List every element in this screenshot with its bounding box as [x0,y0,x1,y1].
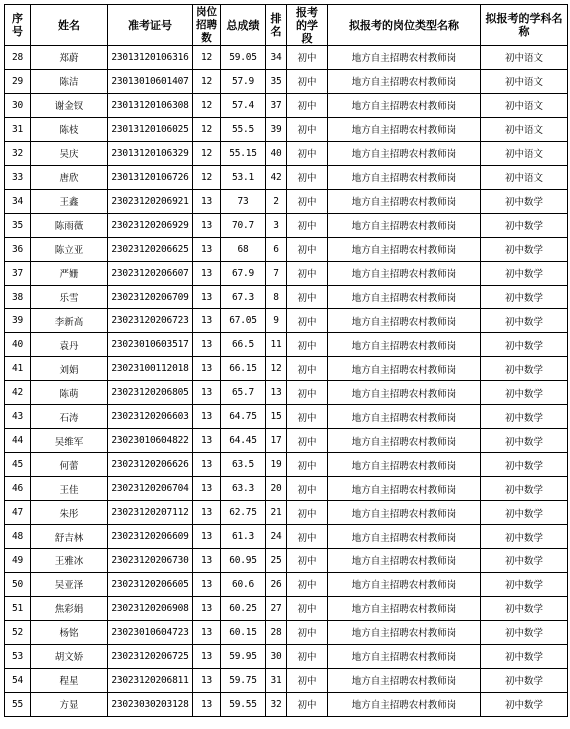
header-stage: 报考的学段 [287,5,328,46]
cell-post-type: 地方自主招聘农村教师岗 [328,501,481,525]
cell-post-type: 地方自主招聘农村教师岗 [328,429,481,453]
cell-post-type: 地方自主招聘农村教师岗 [328,381,481,405]
cell-quota: 13 [193,501,221,525]
cell-quota: 12 [193,117,221,141]
cell-post-type: 地方自主招聘农村教师岗 [328,309,481,333]
table-row [5,525,568,549]
cell-name: 舒吉林 [31,525,108,549]
cell-rank: 30 [266,644,287,668]
header-post-type: 拟报考的岗位类型名称 [328,5,481,46]
cell-quota: 13 [193,357,221,381]
cell-subject: 初中数学 [481,692,568,716]
cell-name: 郑蔚 [31,46,108,70]
table-row [5,549,568,573]
cell-quota: 13 [193,405,221,429]
cell-score: 60.6 [221,572,266,596]
table-row [5,93,568,117]
cell-stage: 初中 [287,525,328,549]
cell-seq: 47 [5,501,31,525]
cell-subject: 初中数学 [481,429,568,453]
cell-seq: 55 [5,692,31,716]
cell-quota: 13 [193,189,221,213]
cell-score: 68 [221,237,266,261]
cell-rank: 24 [266,525,287,549]
cell-name: 陈立亚 [31,237,108,261]
cell-seq: 30 [5,93,31,117]
cell-stage: 初中 [287,213,328,237]
table-row [5,213,568,237]
cell-ticket: 23023120206609 [108,525,193,549]
cell-rank: 28 [266,620,287,644]
cell-quota: 13 [193,572,221,596]
cell-ticket: 23013120106726 [108,165,193,189]
cell-stage: 初中 [287,501,328,525]
cell-subject: 初中语文 [481,93,568,117]
cell-ticket: 23023120206709 [108,285,193,309]
cell-seq: 36 [5,237,31,261]
cell-quota: 13 [193,668,221,692]
cell-ticket: 23023120206805 [108,381,193,405]
cell-post-type: 地方自主招聘农村教师岗 [328,620,481,644]
table-row [5,237,568,261]
cell-score: 64.75 [221,405,266,429]
header-subject: 拟报考的学科名称 [481,5,568,46]
cell-seq: 34 [5,189,31,213]
cell-subject: 初中语文 [481,141,568,165]
cell-seq: 28 [5,46,31,70]
cell-stage: 初中 [287,453,328,477]
cell-stage: 初中 [287,93,328,117]
cell-ticket: 23023120206723 [108,309,193,333]
cell-subject: 初中数学 [481,644,568,668]
cell-seq: 54 [5,668,31,692]
cell-stage: 初中 [287,572,328,596]
cell-subject: 初中数学 [481,572,568,596]
cell-name: 何蕾 [31,453,108,477]
cell-quota: 13 [193,644,221,668]
cell-ticket: 23023120207112 [108,501,193,525]
cell-quota: 13 [193,453,221,477]
cell-ticket: 23023120206929 [108,213,193,237]
cell-name: 王佳 [31,477,108,501]
cell-seq: 48 [5,525,31,549]
cell-seq: 40 [5,333,31,357]
cell-rank: 39 [266,117,287,141]
table-row [5,333,568,357]
cell-subject: 初中语文 [481,117,568,141]
cell-rank: 7 [266,261,287,285]
cell-rank: 34 [266,46,287,70]
cell-ticket: 23023120206908 [108,596,193,620]
cell-name: 吴维军 [31,429,108,453]
cell-quota: 13 [193,285,221,309]
cell-ticket: 23013120106316 [108,46,193,70]
cell-ticket: 23023120206603 [108,405,193,429]
cell-name: 陈洁 [31,69,108,93]
cell-score: 55.5 [221,117,266,141]
cell-quota: 13 [193,596,221,620]
cell-post-type: 地方自主招聘农村教师岗 [328,333,481,357]
header-score: 总成绩 [221,5,266,46]
cell-score: 59.05 [221,46,266,70]
cell-subject: 初中数学 [481,189,568,213]
cell-score: 53.1 [221,165,266,189]
cell-rank: 3 [266,213,287,237]
cell-stage: 初中 [287,668,328,692]
table-row [5,165,568,189]
cell-post-type: 地方自主招聘农村教师岗 [328,237,481,261]
cell-post-type: 地方自主招聘农村教师岗 [328,572,481,596]
cell-rank: 13 [266,381,287,405]
cell-seq: 42 [5,381,31,405]
cell-name: 吴庆 [31,141,108,165]
cell-post-type: 地方自主招聘农村教师岗 [328,525,481,549]
table-row [5,501,568,525]
cell-name: 袁丹 [31,333,108,357]
cell-score: 66.15 [221,357,266,381]
cell-seq: 37 [5,261,31,285]
cell-rank: 40 [266,141,287,165]
cell-quota: 13 [193,549,221,573]
table-row [5,453,568,477]
cell-subject: 初中数学 [481,405,568,429]
cell-name: 杨铭 [31,620,108,644]
cell-ticket: 23023120206626 [108,453,193,477]
cell-subject: 初中数学 [481,309,568,333]
cell-subject: 初中语文 [481,69,568,93]
cell-subject: 初中数学 [481,596,568,620]
cell-score: 63.3 [221,477,266,501]
cell-rank: 11 [266,333,287,357]
cell-seq: 44 [5,429,31,453]
cell-rank: 20 [266,477,287,501]
table-row [5,381,568,405]
cell-ticket: 23023120206625 [108,237,193,261]
cell-seq: 38 [5,285,31,309]
cell-ticket: 23023120206811 [108,668,193,692]
cell-seq: 52 [5,620,31,644]
table-row [5,261,568,285]
cell-subject: 初中数学 [481,501,568,525]
table-row [5,141,568,165]
cell-ticket: 23023010604822 [108,429,193,453]
cell-score: 55.15 [221,141,266,165]
cell-score: 61.3 [221,525,266,549]
cell-seq: 49 [5,549,31,573]
cell-score: 62.75 [221,501,266,525]
cell-stage: 初中 [287,141,328,165]
cell-post-type: 地方自主招聘农村教师岗 [328,453,481,477]
cell-name: 刘娟 [31,357,108,381]
cell-post-type: 地方自主招聘农村教师岗 [328,549,481,573]
cell-name: 方显 [31,692,108,716]
cell-post-type: 地方自主招聘农村教师岗 [328,93,481,117]
cell-rank: 32 [266,692,287,716]
cell-score: 70.7 [221,213,266,237]
cell-quota: 13 [193,429,221,453]
cell-name: 严姗 [31,261,108,285]
table-row [5,357,568,381]
header-ticket: 准考证号 [108,5,193,46]
cell-subject: 初中语文 [481,165,568,189]
cell-score: 67.9 [221,261,266,285]
cell-stage: 初中 [287,596,328,620]
cell-score: 59.95 [221,644,266,668]
cell-ticket: 23013120106025 [108,117,193,141]
cell-ticket: 23023120206605 [108,572,193,596]
header-quota: 岗位招聘数 [193,5,221,46]
table-row [5,429,568,453]
cell-name: 唐欣 [31,165,108,189]
cell-subject: 初中数学 [481,381,568,405]
cell-rank: 37 [266,93,287,117]
cell-quota: 13 [193,237,221,261]
cell-name: 程星 [31,668,108,692]
cell-rank: 8 [266,285,287,309]
cell-quota: 13 [193,381,221,405]
cell-seq: 32 [5,141,31,165]
cell-quota: 13 [193,525,221,549]
cell-seq: 46 [5,477,31,501]
cell-ticket: 23023120206921 [108,189,193,213]
table-row [5,189,568,213]
table-row [5,572,568,596]
cell-name: 朱彤 [31,501,108,525]
cell-stage: 初中 [287,69,328,93]
cell-ticket: 23023120206704 [108,477,193,501]
cell-seq: 35 [5,213,31,237]
cell-post-type: 地方自主招聘农村教师岗 [328,189,481,213]
table-row [5,692,568,716]
cell-post-type: 地方自主招聘农村教师岗 [328,357,481,381]
cell-ticket: 23023100112018 [108,357,193,381]
cell-rank: 26 [266,572,287,596]
cell-quota: 13 [193,333,221,357]
cell-stage: 初中 [287,692,328,716]
cell-name: 陈雨薇 [31,213,108,237]
cell-stage: 初中 [287,620,328,644]
table-row [5,69,568,93]
cell-stage: 初中 [287,309,328,333]
cell-score: 57.9 [221,69,266,93]
cell-score: 60.95 [221,549,266,573]
cell-rank: 2 [266,189,287,213]
cell-seq: 29 [5,69,31,93]
cell-score: 73 [221,189,266,213]
cell-post-type: 地方自主招聘农村教师岗 [328,405,481,429]
cell-score: 60.15 [221,620,266,644]
cell-post-type: 地方自主招聘农村教师岗 [328,117,481,141]
cell-score: 59.75 [221,668,266,692]
table-body [5,46,568,717]
cell-name: 陈萌 [31,381,108,405]
cell-name: 陈枝 [31,117,108,141]
cell-subject: 初中数学 [481,285,568,309]
cell-quota: 12 [193,141,221,165]
cell-stage: 初中 [287,285,328,309]
cell-subject: 初中语文 [481,46,568,70]
cell-post-type: 地方自主招聘农村教师岗 [328,46,481,70]
cell-score: 57.4 [221,93,266,117]
cell-rank: 27 [266,596,287,620]
cell-ticket: 23013120106329 [108,141,193,165]
cell-ticket: 23023120206607 [108,261,193,285]
cell-post-type: 地方自主招聘农村教师岗 [328,141,481,165]
cell-seq: 51 [5,596,31,620]
cell-name: 焦彩娟 [31,596,108,620]
cell-ticket: 23023030203128 [108,692,193,716]
cell-stage: 初中 [287,405,328,429]
cell-name: 石涛 [31,405,108,429]
cell-ticket: 23023010603517 [108,333,193,357]
cell-seq: 33 [5,165,31,189]
cell-quota: 13 [193,213,221,237]
cell-subject: 初中数学 [481,213,568,237]
cell-stage: 初中 [287,46,328,70]
cell-rank: 31 [266,668,287,692]
cell-subject: 初中数学 [481,333,568,357]
cell-stage: 初中 [287,237,328,261]
table-row [5,668,568,692]
cell-seq: 31 [5,117,31,141]
cell-subject: 初中数学 [481,668,568,692]
cell-rank: 6 [266,237,287,261]
cell-name: 王雅冰 [31,549,108,573]
cell-name: 李新高 [31,309,108,333]
cell-stage: 初中 [287,477,328,501]
cell-subject: 初中数学 [481,453,568,477]
cell-subject: 初中数学 [481,620,568,644]
cell-seq: 50 [5,572,31,596]
cell-post-type: 地方自主招聘农村教师岗 [328,165,481,189]
cell-score: 67.3 [221,285,266,309]
cell-seq: 39 [5,309,31,333]
table-row [5,644,568,668]
cell-score: 60.25 [221,596,266,620]
cell-stage: 初中 [287,381,328,405]
cell-post-type: 地方自主招聘农村教师岗 [328,668,481,692]
header-name: 姓名 [31,5,108,46]
cell-seq: 45 [5,453,31,477]
cell-subject: 初中数学 [481,357,568,381]
results-table [4,4,568,717]
header-rank: 排名 [266,5,287,46]
cell-rank: 9 [266,309,287,333]
table-row [5,309,568,333]
cell-name: 谢金钗 [31,93,108,117]
cell-ticket: 23023120206725 [108,644,193,668]
cell-quota: 13 [193,477,221,501]
cell-seq: 43 [5,405,31,429]
cell-subject: 初中数学 [481,549,568,573]
cell-post-type: 地方自主招聘农村教师岗 [328,644,481,668]
cell-seq: 41 [5,357,31,381]
cell-quota: 13 [193,692,221,716]
cell-rank: 19 [266,453,287,477]
cell-stage: 初中 [287,165,328,189]
cell-subject: 初中数学 [481,477,568,501]
table-row [5,477,568,501]
cell-subject: 初中数学 [481,237,568,261]
cell-ticket: 23023010604723 [108,620,193,644]
cell-rank: 12 [266,357,287,381]
cell-score: 64.45 [221,429,266,453]
cell-score: 67.05 [221,309,266,333]
cell-ticket: 23013010601407 [108,69,193,93]
table-row [5,117,568,141]
cell-rank: 25 [266,549,287,573]
cell-name: 乐雪 [31,285,108,309]
cell-name: 王鑫 [31,189,108,213]
table-row [5,620,568,644]
cell-stage: 初中 [287,261,328,285]
cell-name: 吴亚泽 [31,572,108,596]
table-row [5,405,568,429]
cell-stage: 初中 [287,429,328,453]
cell-quota: 12 [193,46,221,70]
cell-score: 63.5 [221,453,266,477]
table-row [5,46,568,70]
header-row [5,5,568,46]
cell-stage: 初中 [287,189,328,213]
cell-post-type: 地方自主招聘农村教师岗 [328,477,481,501]
cell-post-type: 地方自主招聘农村教师岗 [328,261,481,285]
cell-subject: 初中数学 [481,261,568,285]
cell-ticket: 23013120106308 [108,93,193,117]
cell-post-type: 地方自主招聘农村教师岗 [328,213,481,237]
cell-rank: 15 [266,405,287,429]
cell-post-type: 地方自主招聘农村教师岗 [328,69,481,93]
cell-quota: 13 [193,261,221,285]
cell-quota: 12 [193,93,221,117]
cell-score: 65.7 [221,381,266,405]
cell-name: 胡文娇 [31,644,108,668]
cell-rank: 42 [266,165,287,189]
cell-subject: 初中数学 [481,525,568,549]
cell-quota: 12 [193,69,221,93]
cell-rank: 17 [266,429,287,453]
cell-ticket: 23023120206730 [108,549,193,573]
cell-score: 59.55 [221,692,266,716]
cell-post-type: 地方自主招聘农村教师岗 [328,596,481,620]
cell-stage: 初中 [287,117,328,141]
cell-score: 66.5 [221,333,266,357]
cell-post-type: 地方自主招聘农村教师岗 [328,692,481,716]
cell-seq: 53 [5,644,31,668]
table-row [5,596,568,620]
cell-rank: 35 [266,69,287,93]
cell-quota: 12 [193,165,221,189]
header-seq: 序号 [5,5,31,46]
cell-stage: 初中 [287,549,328,573]
cell-post-type: 地方自主招聘农村教师岗 [328,285,481,309]
cell-quota: 13 [193,620,221,644]
cell-stage: 初中 [287,333,328,357]
table-row [5,285,568,309]
cell-quota: 13 [193,309,221,333]
cell-rank: 21 [266,501,287,525]
cell-stage: 初中 [287,644,328,668]
cell-stage: 初中 [287,357,328,381]
